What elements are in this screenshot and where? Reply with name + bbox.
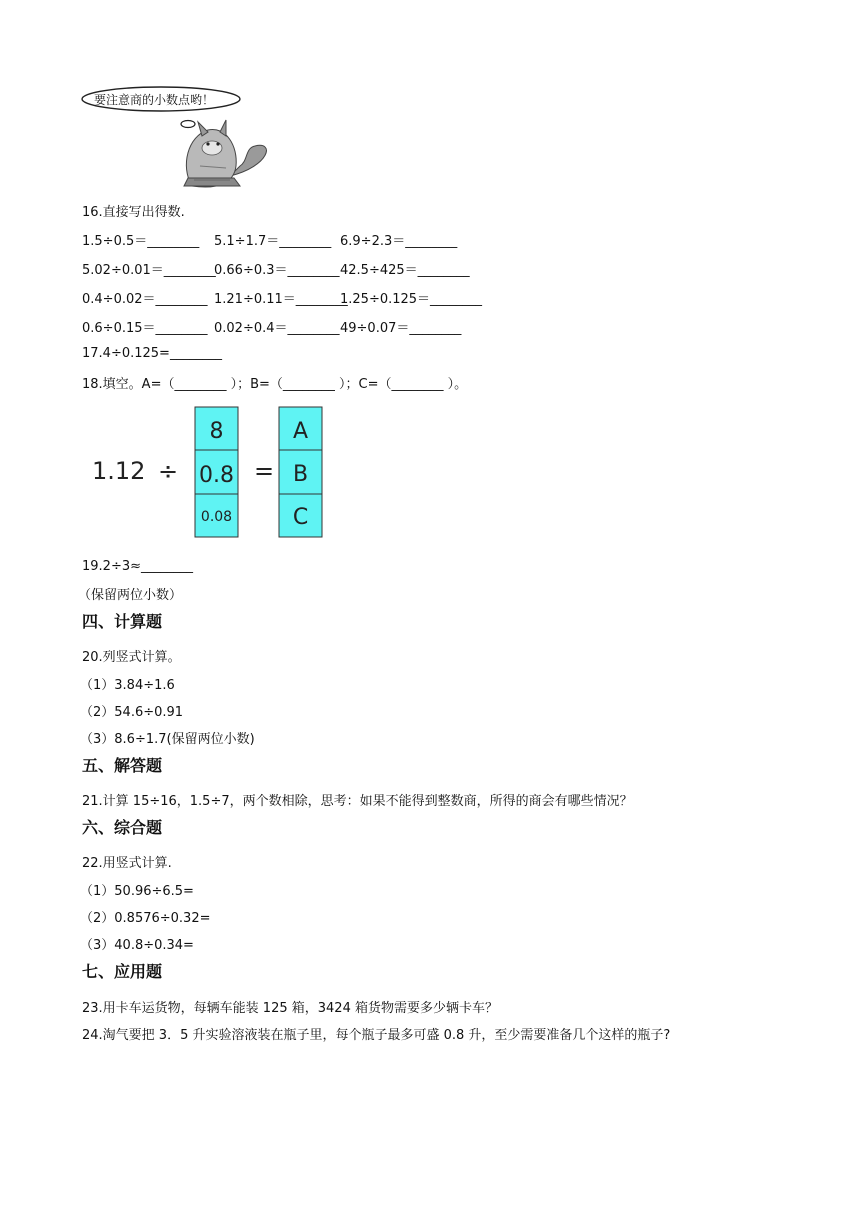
q21-text: 21.计算 15÷16，1.5÷7，两个数相除，思考：如果不能得到整数商，所得的商会有哪些情况？ xyxy=(82,794,633,809)
q16-item: 1.5÷0.5＝________ xyxy=(82,234,200,249)
q16-row-2 xyxy=(82,259,470,278)
q16-row-4 xyxy=(82,317,461,336)
section-6-heading: 六、综合题 xyxy=(82,818,163,837)
result-boxes xyxy=(279,407,322,537)
q22-item-1: （1）50.96÷6.5= xyxy=(80,884,194,899)
divisor-3: 0.08 xyxy=(200,509,233,525)
q16-item: 5.02÷0.01＝________ xyxy=(82,263,216,278)
q16-item: 0.66÷0.3＝________ xyxy=(214,263,340,278)
mascot-illustration xyxy=(80,86,280,200)
section-7-heading: 七、应用题 xyxy=(82,962,163,981)
q19-note: （保留两位小数） xyxy=(78,588,183,603)
q16-item: 6.9÷2.3＝________ xyxy=(340,234,458,249)
result-b: B xyxy=(292,462,309,487)
q19-text: 19.2÷3≈________ xyxy=(82,559,194,574)
q16-item: 0.6÷0.15＝________ xyxy=(82,321,208,336)
q22-item-3: （3）40.8÷0.34= xyxy=(80,938,194,953)
q24-text: 24.淘气要把 3．5 升实验溶液装在瓶子里，每个瓶子最多可盛 0.8 升，至少需要准备几个这样的瓶子? xyxy=(82,1028,671,1043)
dividend-label: 1.12 xyxy=(92,457,146,485)
q23-text: 23.用卡车运货物，每辆车能装 125 箱，3424 箱货物需要多少辆卡车？ xyxy=(82,1001,498,1016)
q16-title: 16.直接写出得数. xyxy=(82,205,185,220)
q16-row-3 xyxy=(82,288,482,307)
division-sign: ÷ xyxy=(158,457,179,485)
speech-bubble-text: 要注意商的小数点哟！ xyxy=(94,93,215,107)
q16-item: 5.1÷1.7＝________ xyxy=(214,234,332,249)
q20-title: 20.列竖式计算。 xyxy=(82,650,181,665)
q16-item: 1.25÷0.125＝________ xyxy=(340,292,483,307)
section-4-heading: 四、计算题 xyxy=(82,612,163,631)
section-5-heading: 五、解答题 xyxy=(82,756,163,775)
q18-title: 18.填空。A=（________ ）；B=（________ ）；C=（________ ）。 xyxy=(82,377,468,392)
equals-sign: = xyxy=(254,457,275,485)
divisor-2: 0.8 xyxy=(199,463,234,488)
q22-item-2: （2）0.8576÷0.32= xyxy=(80,911,211,926)
q16-item: 0.4÷0.02＝________ xyxy=(82,292,208,307)
q16-item: 1.21÷0.11＝________ xyxy=(214,292,348,307)
q16-row-1 xyxy=(82,230,457,249)
result-c: C xyxy=(292,505,309,530)
division-figure xyxy=(88,406,348,544)
q20-item-3: （3）8.6÷1.7(保留两位小数) xyxy=(80,732,255,747)
result-a: A xyxy=(292,419,309,444)
divisor-boxes xyxy=(195,407,238,537)
q16-item: 0.02÷0.4＝________ xyxy=(214,321,340,336)
q20-item-1: （1）3.84÷1.6 xyxy=(80,678,175,693)
q16-item: 42.5÷425＝________ xyxy=(340,263,470,278)
divisor-1: 8 xyxy=(209,419,224,444)
q20-item-2: （2）54.6÷0.91 xyxy=(80,705,184,720)
q16-item: 49÷0.07＝________ xyxy=(340,321,462,336)
q17-text: 17.4÷0.125=________ xyxy=(82,346,222,361)
q22-title: 22.用竖式计算. xyxy=(82,856,172,871)
